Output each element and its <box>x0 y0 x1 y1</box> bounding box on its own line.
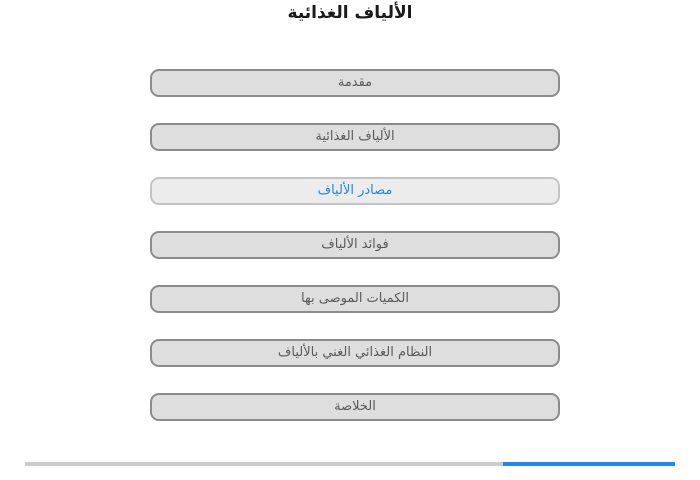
menu-item-introduction[interactable]: مقدمة <box>150 69 560 97</box>
section-menu <box>150 69 560 447</box>
menu-item-dietary-fiber[interactable]: الألياف الغذائية <box>150 123 560 151</box>
menu-item-high-fiber-diet[interactable]: النظام الغذائي الغني بالألياف <box>150 339 560 367</box>
progress-bar-fill <box>503 462 675 466</box>
progress-bar <box>25 462 675 466</box>
menu-item-recommended-amounts[interactable]: الكميات الموصى بها <box>150 285 560 313</box>
menu-item-fiber-sources[interactable]: مصادر الألياف <box>150 177 560 205</box>
menu-item-fiber-benefits[interactable]: فوائد الألياف <box>150 231 560 259</box>
menu-item-conclusion[interactable]: الخلاصة <box>150 393 560 421</box>
page-title: الألياف الغذائية <box>287 3 413 23</box>
